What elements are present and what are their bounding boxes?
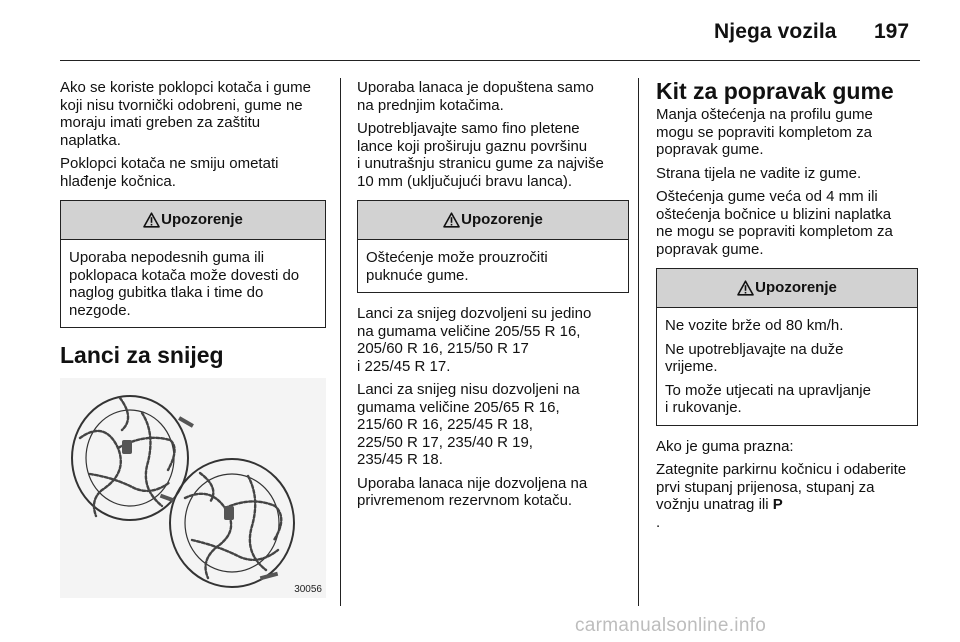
snow-chains-illustration [60, 378, 326, 598]
column-3 [656, 79, 926, 537]
column-2 [357, 79, 629, 516]
warning-body: Oštećenje može prouzročiti puknuće gume. [366, 249, 548, 284]
paragraph: Lanci za snijeg nisu dozvoljeni na gumama veličine 205/65 R 16, 215/60 R 16, 225/45 R 18, 225/50 R 17, 235/40 R 19, 235/45 R 18. [357, 381, 580, 468]
warning-triangle-icon [737, 280, 754, 296]
figure-number: 30056 [294, 584, 322, 595]
warning-box [656, 268, 918, 426]
warning-box [60, 200, 326, 328]
column-divider-2 [638, 78, 639, 606]
paragraph: Uporaba lanaca nije dozvoljena na privremenom rezervnom kotaču. [357, 474, 588, 509]
warning-title: Upozorenje [461, 211, 543, 229]
header-divider [60, 60, 920, 61]
paragraph: Poklopci kotača ne smiju ometati hlađenje kočnica. [60, 155, 279, 190]
section-title-tyre-repair-kit: Kit za popravak gume [656, 78, 894, 104]
watermark: carmanualsonline.info [575, 615, 767, 636]
warning-title: Upozorenje [161, 211, 243, 229]
paragraph: Manja oštećenja na profilu gume mogu se popraviti kompletom za popravak gume. [656, 106, 873, 158]
warning-body: Ne vozite brže od 80 km/h. Ne upotrebljavajte na duže vrijeme. To može utjecati na upravljanje i rukovanje. [665, 317, 871, 416]
column-1 [60, 79, 326, 598]
paragraph: Strana tijela ne vadite iz gume. [656, 164, 862, 182]
warning-header [358, 201, 628, 240]
paragraph: Ako se koriste poklopci kotača i gume koji nisu tvornički odobreni, gume ne moraju imati greben za zaštitu naplatka. [60, 79, 311, 149]
warning-triangle-icon [143, 212, 160, 228]
warning-body: Uporaba nepodesnih guma ili poklopaca kotača može dovesti do naglog gubitka tlaka i time do nezgode. [69, 249, 300, 319]
page-number: 197 [874, 20, 910, 43]
paragraph: Lanci za snijeg dozvoljeni su jedino na gumama veličine 205/55 R 16, 205/60 R 16, 215/50 R 17 i 225/45 R 17. [357, 305, 592, 375]
paragraph: Upotrebljavajte samo fino pletene lance koji proširuju gaznu površinu i unutrašnju stranicu gume za najviše 10 mm (uključujući bravu lanca). [357, 120, 604, 190]
warning-header [657, 269, 917, 308]
paragraph: Zategnite parkirnu kočnicu i odaberite prvi stupanj prijenosa, stupanj za vožnju unatrag ili P . [656, 461, 907, 531]
warning-header [61, 201, 325, 240]
warning-triangle-icon [443, 212, 460, 228]
paragraph: Oštećenja gume veća od 4 mm ili oštećenja bočnice u blizini naplatka ne mogu se popraviti kompletom za popravak gume. [656, 188, 893, 258]
column-divider-1 [340, 78, 341, 606]
warning-title: Upozorenje [755, 279, 837, 297]
page-header-title: Njega vozila [714, 20, 837, 43]
paragraph: Ako je guma prazna: [656, 437, 794, 455]
section-title-snow-chains: Lanci za snijeg [60, 342, 224, 368]
paragraph: Uporaba lanaca je dopuštena samo na prednjim kotačima. [357, 79, 594, 114]
warning-box [357, 200, 629, 293]
gear-p-label: P [772, 496, 783, 513]
